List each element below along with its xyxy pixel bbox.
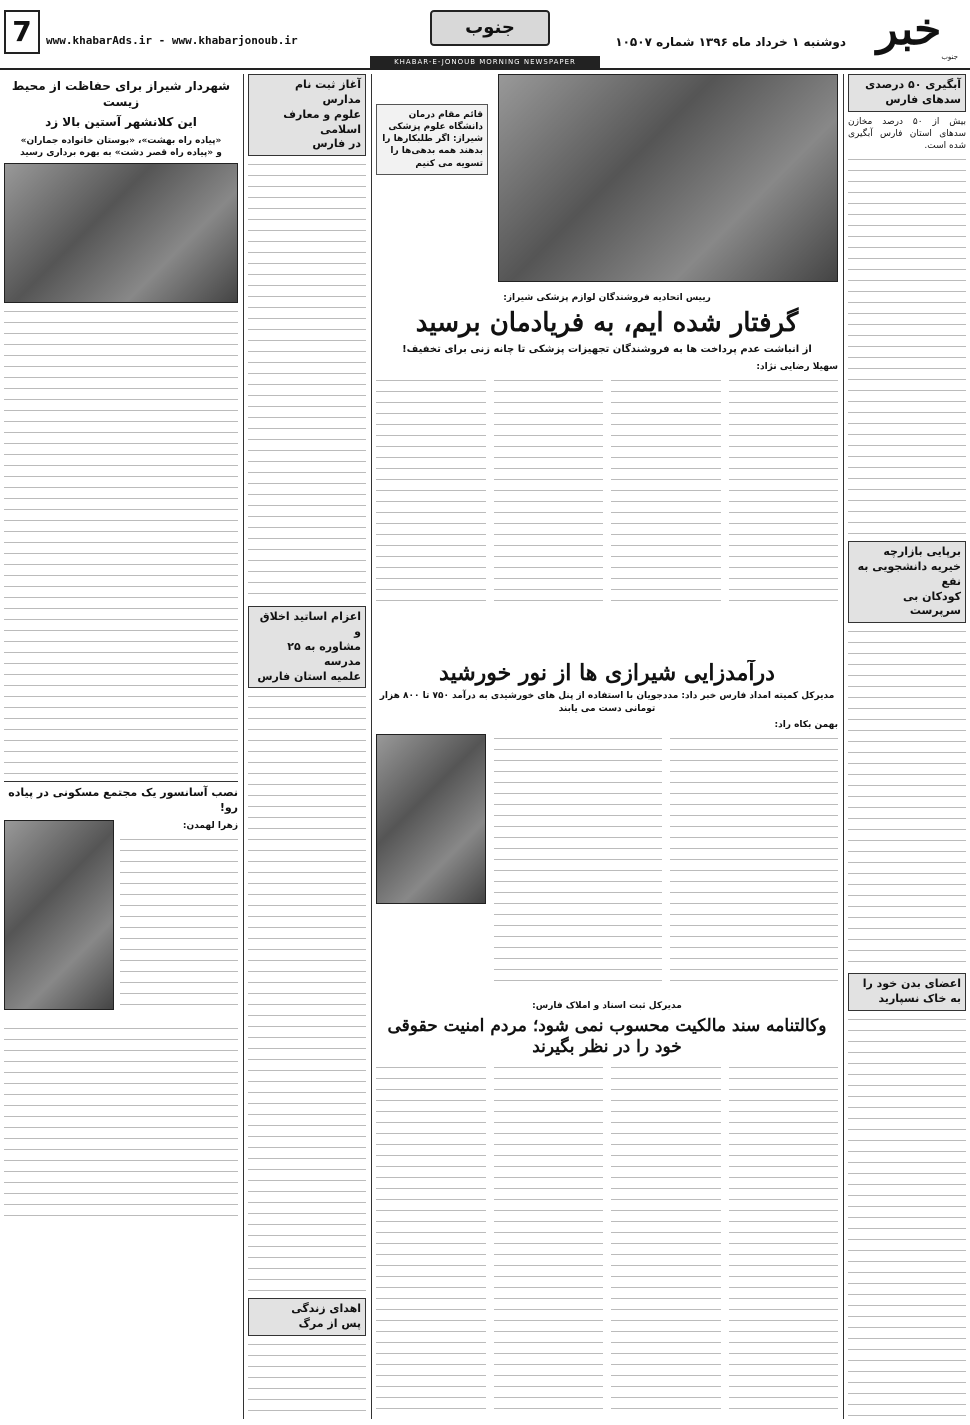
headline-dams <box>848 74 966 112</box>
top-story-body <box>376 376 838 611</box>
solar-subtitle: مدیرکل کمیته امداد فارس خبر داد: مددجویان با استفاده از پنل های خورشیدی به درآمد ۷۵۰ تا ۸۰۰ هزار تومانی دست می یابند <box>379 691 835 714</box>
headline-ethics <box>248 606 366 688</box>
elevator-body-text-2 <box>4 1024 238 1224</box>
deed-story <box>376 1000 838 1419</box>
dams-lead: بیش از ۵۰ درصد مخازن سدهای استان فارس آبگیری شده است. <box>848 116 966 151</box>
headline-schools-line3: در فارس <box>312 137 361 151</box>
solar-title: درآمدزایی شیرازی ها از نور خورشید <box>439 660 775 686</box>
column-divider <box>243 74 244 1419</box>
mayor-title-1: شهردار شیراز برای حفاظت از محیط زیست <box>11 79 231 110</box>
deed-kicker: مدیرکل ثبت اسناد و املاک فارس: <box>532 1001 682 1011</box>
deed-col-1 <box>729 1063 839 1413</box>
top-story-kicker: رییس اتحادیه فروشندگان لوازم پزشکی شیراز: <box>503 293 711 303</box>
body-col-3 <box>494 376 604 611</box>
masthead <box>0 0 970 70</box>
left-column <box>4 74 238 1419</box>
solar-author: بهمن بکاه راد: <box>774 719 838 730</box>
headline-schools-line1: آغاز ثبت نام مدارس <box>295 78 361 106</box>
headline-donation-line1: اهدای زندگی <box>291 1302 361 1316</box>
top-story-title: گرفتار شده ایم، به فریادمان برسید <box>415 308 799 339</box>
top-story-author: سهیلا رضایی نژاد: <box>756 361 838 372</box>
headline-organs-line2: به خاک نسپارید <box>878 992 961 1006</box>
headline-donation-line2: پس از مرگ <box>298 1317 361 1331</box>
mayor-title-4: و «پیاده راه قصر دشت» به بهره برداری رسید <box>20 147 222 158</box>
solar-col-1 <box>670 734 838 990</box>
elevator-body-text <box>120 835 238 1015</box>
elevator-title: نصب آسانسور یک مجتمع مسکونی در پیاده رو! <box>4 781 238 816</box>
solar-col-2 <box>494 734 662 990</box>
solar-body <box>376 734 838 990</box>
english-banner: KHABAR-E-JONOUB MORNING NEWSPAPER <box>370 56 600 68</box>
mayor-body-text <box>4 307 238 777</box>
mayor-title-3: «پیاده راه بهشت»، «بوستان خانواده جماران» <box>20 135 222 146</box>
bazaar-body-text <box>848 627 966 967</box>
body-col-2 <box>611 376 721 611</box>
schools-body-text <box>248 160 366 600</box>
logo-sub: جنوب <box>941 52 958 61</box>
newspaper-logo <box>854 4 964 62</box>
top-story <box>376 74 838 650</box>
page-number: 7 <box>4 10 40 54</box>
official-portrait-photo <box>376 734 486 904</box>
issue-date: دوشنبه ۱ خرداد ماه ۱۳۹۶ شماره ۱۰۵۰۷ <box>615 35 846 49</box>
elevator-building-photo <box>4 820 114 1010</box>
headline-organs-line1: اعضای بدن خود را <box>862 977 961 991</box>
headline-dams-line2: سدهای فارس <box>885 92 961 106</box>
headline-ethics-line3: علمیه استان فارس <box>257 669 361 683</box>
headline-schools <box>248 74 366 156</box>
body-col-4 <box>376 376 486 611</box>
quote-box: قائم مقام درمان دانشگاه علوم پزشکی شیراز: اگر طلبکارها را بدهند همه بدهی‌ها را تسویه می کنیم <box>376 104 488 175</box>
column-divider <box>843 74 844 1419</box>
headline-donation <box>248 1298 366 1336</box>
logo-text: خبر <box>876 4 942 55</box>
section-label: جنوب <box>430 10 550 46</box>
headline-organs <box>848 973 966 1011</box>
headline-bazaar <box>848 541 966 623</box>
mid-left-column <box>248 74 366 1419</box>
deed-col-4 <box>376 1063 486 1413</box>
elevator-story <box>4 820 238 1020</box>
ethics-body-text <box>248 692 366 1292</box>
mayor-title-2: این کلانشهر آستین بالا زد <box>45 115 197 130</box>
donation-body-text <box>248 1340 366 1419</box>
headline-bazaar-line2: کودکان بی سرپرست <box>903 589 961 618</box>
headline-dams-line1: آبگیری ۵۰ درصدی <box>865 78 961 91</box>
deed-col-2 <box>611 1063 721 1413</box>
column-divider <box>371 74 372 1419</box>
top-story-subtitle: از انباشت عدم پرداخت ها به فروشندگان تجهیزات پزشکی تا چانه زنی برای تخفیف! <box>402 344 812 356</box>
headline-schools-line2: علوم و معارف اسلامی <box>283 107 361 136</box>
body-col-1 <box>729 376 839 611</box>
deed-title: وکالتنامه سند مالکیت محسوب نمی شود؛ مردم امنیت حقوقی خود را در نظر بگیرند <box>387 1016 827 1057</box>
headline-bazaar-line1: برپایی بازارچه خیریه دانشجویی به نفع <box>857 545 961 588</box>
headline-ethics-line1: اعزام اساتید اخلاق و <box>259 610 361 639</box>
medical-equipment-photo <box>498 74 838 282</box>
solar-story <box>376 660 838 990</box>
ribbon-cutting-photo <box>4 163 238 303</box>
headline-ethics-line2: مشاوره به ۲۵ مدرسه <box>287 639 361 668</box>
right-column <box>848 74 966 1419</box>
deed-body <box>376 1063 838 1413</box>
website-urls[interactable]: www.khabarAds.ir - www.khabarjonoub.ir <box>46 34 298 47</box>
deed-col-3 <box>494 1063 604 1413</box>
organs-body-text <box>848 1015 966 1419</box>
elevator-author: زهرا لهمدن: <box>182 820 238 831</box>
dams-body-text <box>848 155 966 535</box>
